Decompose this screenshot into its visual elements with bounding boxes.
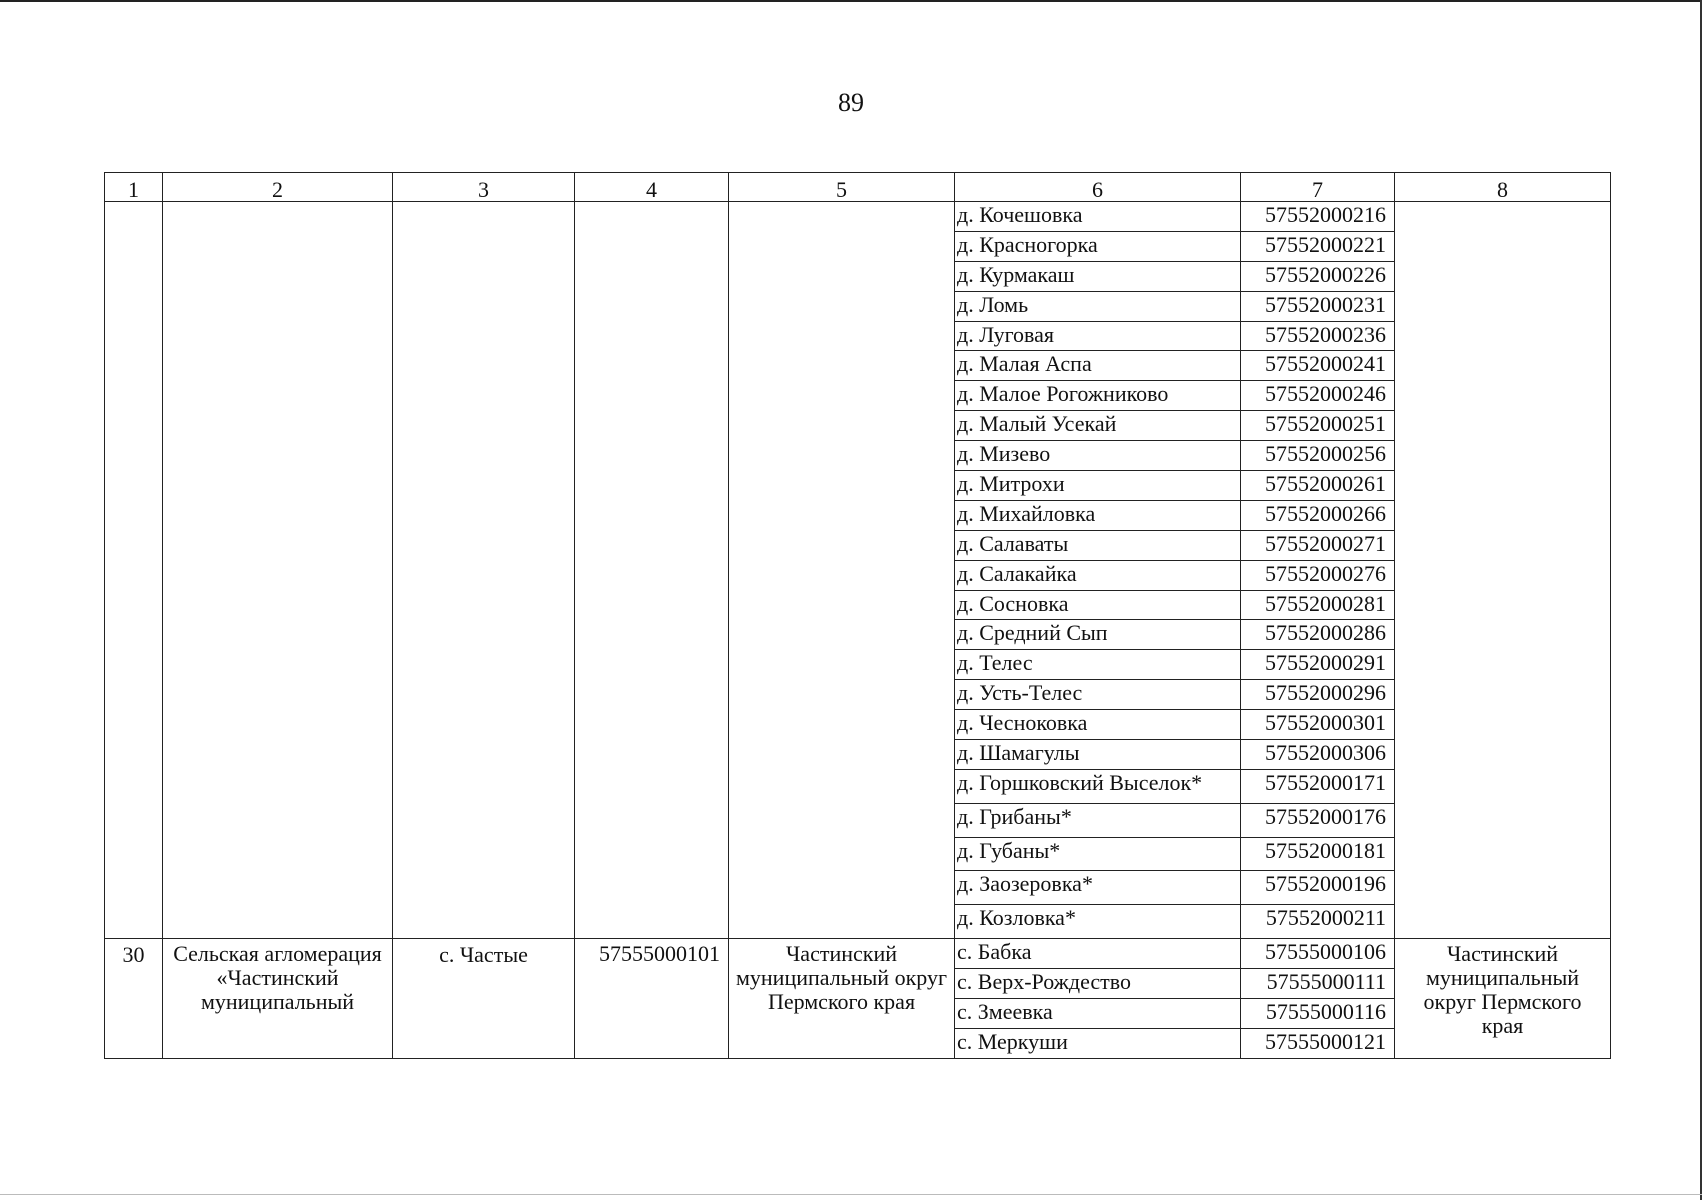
header-cell-6: 6 — [955, 173, 1241, 202]
settlements-table — [104, 172, 1611, 1059]
settlement-name: д. Шамагулы — [955, 740, 1241, 770]
settlement-code: 57552000236 — [1241, 321, 1395, 351]
settlement-name: д. Луговая — [955, 321, 1241, 351]
settlement-code: 57552000246 — [1241, 381, 1395, 411]
agglomeration-name: Сельская агломерация «Частинский муниципальный — [163, 938, 393, 1058]
settlement-name: д. Сосновка — [955, 590, 1241, 620]
municipality-name: Частинский муниципальный округ Пермского края — [729, 938, 955, 1058]
settlement-name: д. Телес — [955, 650, 1241, 680]
header-cell-1: 1 — [105, 173, 163, 202]
settlement-name: с. Змеевка — [955, 998, 1241, 1028]
settlement-name: д. Салакайка — [955, 560, 1241, 590]
center-code: 57555000101 — [575, 938, 729, 1058]
settlement-code: 57552000231 — [1241, 291, 1395, 321]
settlement-name: д. Губаны* — [955, 837, 1241, 871]
settlement-code: 57552000196 — [1241, 871, 1395, 905]
settlement-code: 57552000266 — [1241, 500, 1395, 530]
settlement-code: 57555000111 — [1241, 968, 1395, 998]
settlement-code: 57555000116 — [1241, 998, 1395, 1028]
settlement-code: 57552000296 — [1241, 680, 1395, 710]
continued-empty-cell-col8 — [1395, 202, 1611, 939]
settlement-code: 57552000306 — [1241, 740, 1395, 770]
settlement-code: 57552000271 — [1241, 530, 1395, 560]
settlement-code: 57552000171 — [1241, 769, 1395, 803]
settlement-name: д. Кочешовка — [955, 202, 1241, 232]
settlement-name: д. Малое Рогожниково — [955, 381, 1241, 411]
header-cell-2: 2 — [163, 173, 393, 202]
header-cell-3: 3 — [393, 173, 575, 202]
settlement-name: д. Ломь — [955, 291, 1241, 321]
settlement-name: д. Михайловка — [955, 500, 1241, 530]
settlement-code: 57552000216 — [1241, 202, 1395, 232]
header-cell-8: 8 — [1395, 173, 1611, 202]
settlement-name: д. Горшковский Выселок* — [955, 769, 1241, 803]
settlement-name: д. Грибаны* — [955, 803, 1241, 837]
continued-empty-cell-col1 — [105, 202, 163, 939]
settlement-code: 57552000211 — [1241, 905, 1395, 939]
center-name: с. Частые — [393, 938, 575, 1058]
settlement-name: с. Меркуши — [955, 1028, 1241, 1058]
settlement-code: 57552000286 — [1241, 620, 1395, 650]
table-row — [105, 938, 1611, 968]
header-cell-4: 4 — [575, 173, 729, 202]
settlement-name: д. Усть-Телес — [955, 680, 1241, 710]
continued-empty-cell-col2 — [163, 202, 393, 939]
settlement-name: с. Верх-Рождество — [955, 968, 1241, 998]
scan-edge-bottom — [0, 1194, 1702, 1195]
settlement-name: д. Мизево — [955, 441, 1241, 471]
continued-empty-cell-col3 — [393, 202, 575, 939]
settlement-code: 57552000221 — [1241, 231, 1395, 261]
table-header-row — [105, 173, 1611, 202]
settlement-code: 57552000291 — [1241, 650, 1395, 680]
settlement-code: 57555000106 — [1241, 938, 1395, 968]
settlement-code: 57552000276 — [1241, 560, 1395, 590]
settlement-code: 57552000261 — [1241, 471, 1395, 501]
settlement-name: с. Бабка — [955, 938, 1241, 968]
settlement-name: д. Малый Усекай — [955, 411, 1241, 441]
settlement-code: 57552000176 — [1241, 803, 1395, 837]
settlement-code: 57552000181 — [1241, 837, 1395, 871]
scan-edge-top — [0, 0, 1702, 2]
settlement-code: 57552000256 — [1241, 441, 1395, 471]
settlement-name: д. Курмакаш — [955, 261, 1241, 291]
settlement-name: д. Заозеровка* — [955, 871, 1241, 905]
settlement-code: 57555000121 — [1241, 1028, 1395, 1058]
settlement-name: д. Малая Аспа — [955, 351, 1241, 381]
settlement-name: д. Салаваты — [955, 530, 1241, 560]
okrug-name: Частинский муниципальный округ Пермского края — [1395, 938, 1611, 1058]
entry-number: 30 — [105, 938, 163, 1058]
page-number: 89 — [838, 88, 864, 117]
table-row — [105, 202, 1611, 232]
settlement-name: д. Чесноковка — [955, 710, 1241, 740]
settlement-code: 57552000241 — [1241, 351, 1395, 381]
continued-empty-cell-col4 — [575, 202, 729, 939]
settlement-code: 57552000301 — [1241, 710, 1395, 740]
header-cell-5: 5 — [729, 173, 955, 202]
settlement-code: 57552000281 — [1241, 590, 1395, 620]
settlement-name: д. Козловка* — [955, 905, 1241, 939]
settlement-code: 57552000226 — [1241, 261, 1395, 291]
settlement-name: д. Митрохи — [955, 471, 1241, 501]
settlement-code: 57552000251 — [1241, 411, 1395, 441]
settlement-name: д. Средний Сып — [955, 620, 1241, 650]
continued-empty-cell-col5 — [729, 202, 955, 939]
settlement-name: д. Красногорка — [955, 231, 1241, 261]
header-cell-7: 7 — [1241, 173, 1395, 202]
